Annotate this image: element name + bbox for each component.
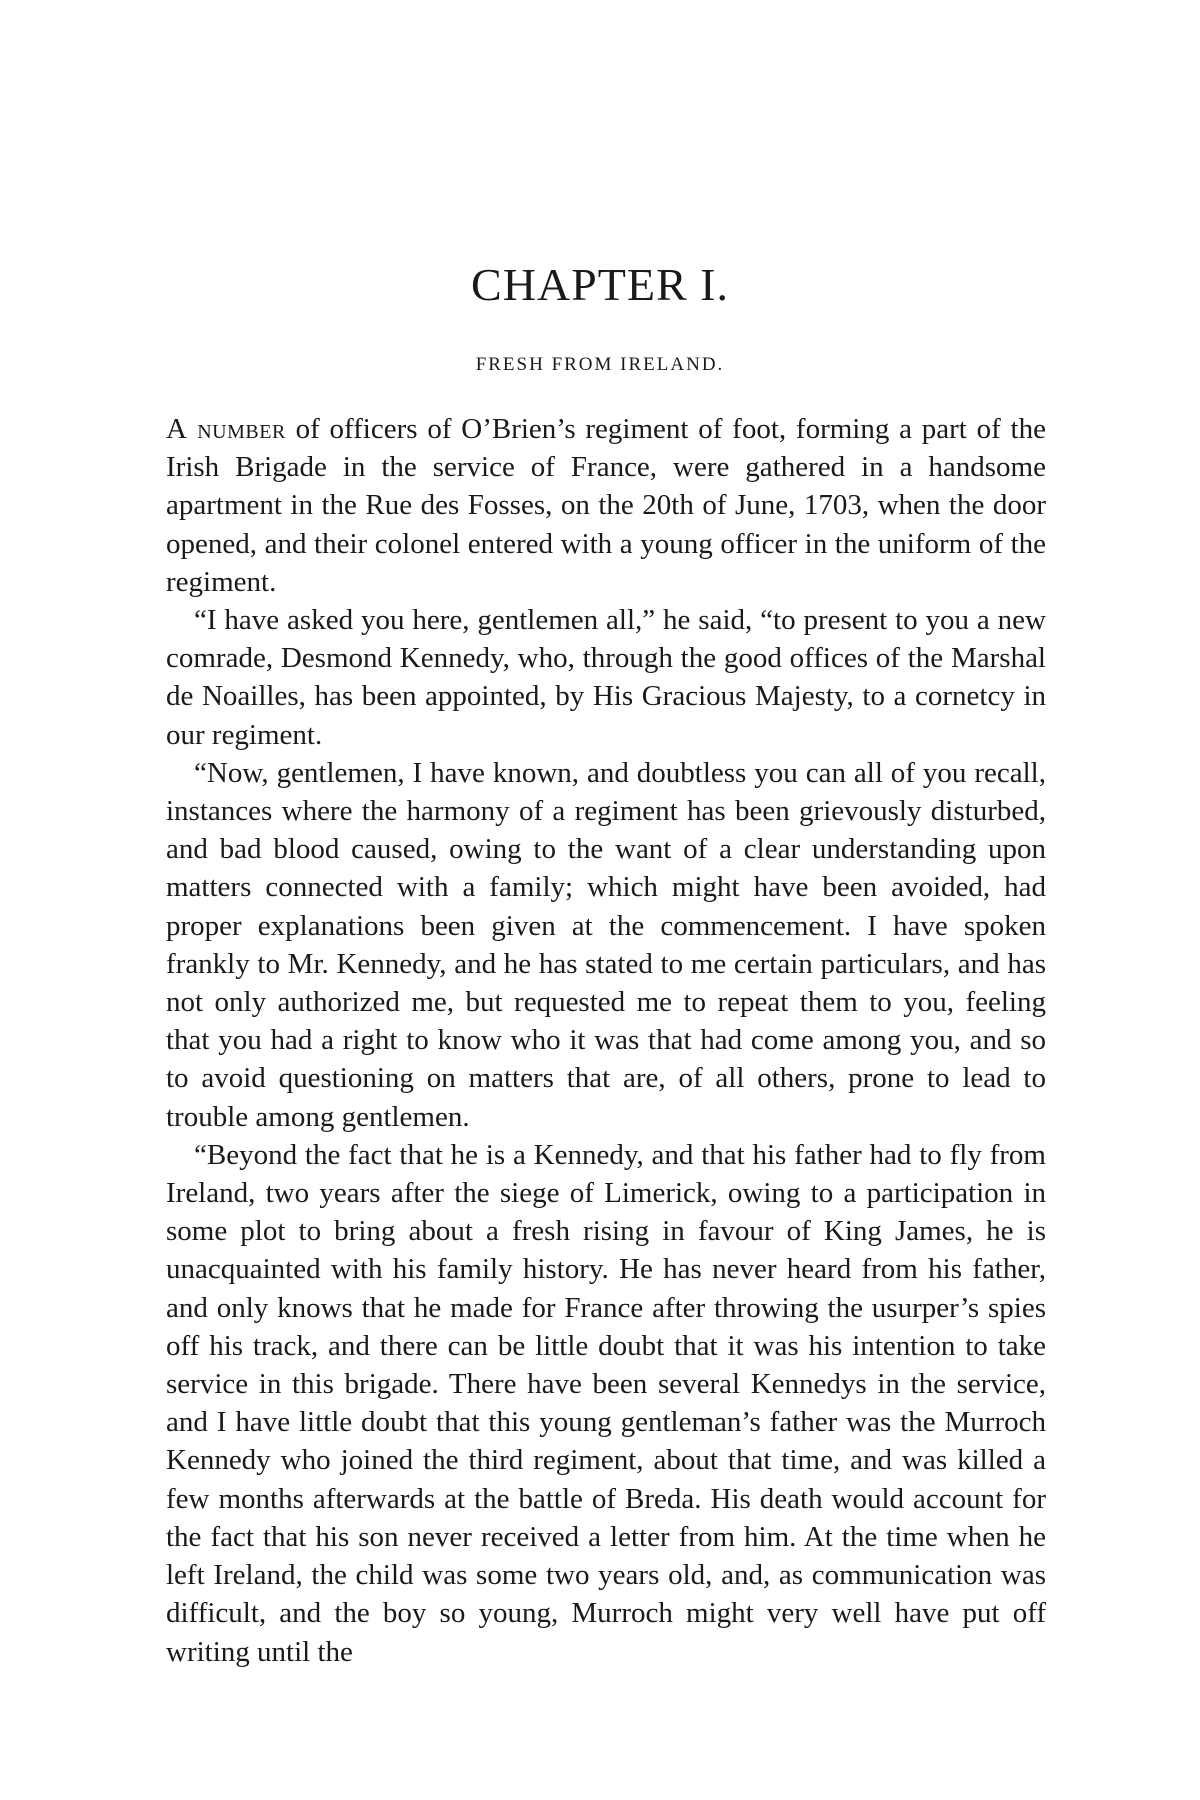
paragraph-3: “Now, gentlemen, I have known, and doubtless you can all of you recall, instances where the harmony of a regiment has been grievously disturbed, and bad blood caused, owing to the want of a clear understanding upon matters connected with a family; which might have been avoided, had proper explanations been given at the commencement. I have spoken frankly to Mr. Kennedy, and he has stated to me certain particulars, and has not only authorized me, but requested me to repeat them to you, feeling that you had a right to know who it was that had come among you, and so to avoid questioning on matters that are, of all others, prone to lead to trouble among gentlemen. bbox=[166, 756, 1046, 1133]
paragraph-2: “I have asked you here, gentlemen all,” he said, “to present to you a new comrade, Desmond Kennedy, who, through the good offices of the Marshal de Noailles, has been appointed, by His Gracious Majesty, to a cornetcy in our regiment. bbox=[166, 604, 1046, 751]
lead-smallcaps: number bbox=[186, 413, 286, 445]
lead-initial: A bbox=[166, 413, 187, 445]
paragraph-1-text: of officers of O’Brien’s regiment of foot, forming a part of the Irish Brigade in the service of France, were gathered in a handsome apartment in the Rue des Fosses, on the 20th of June, 1703, when the door opened, and their colonel entered with a young officer in the uniform of the regiment. bbox=[166, 413, 1046, 598]
chapter-body bbox=[166, 410, 1046, 1671]
paragraph-1 bbox=[166, 410, 1046, 601]
chapter-subtitle: FRESH FROM IRELAND. bbox=[475, 354, 725, 375]
paragraph-4: “Beyond the fact that he is a Kennedy, and that his father had to fly from Ireland, two years after the siege of Limerick, owing to a participation in some plot to bring about a fresh rising in favour of King James, he is unacquainted with his family history. He has never heard from his father, and only knows that he made for France after throwing the usurper’s spies off his track, and there can be little doubt that it was his intention to take service in this brigade. There have been several Kennedys in the service, and I have little doubt that this young gentleman’s father was the Murroch Kennedy who joined the third regiment, about that time, and was killed a few months afterwards at the battle of Breda. His death would account for the fact that his son never received a letter from him. At the time when he left Ireland, the child was some two years old, and, as communication was difficult, and the boy so young, Murroch might very well have put off writing until the bbox=[166, 1138, 1046, 1668]
chapter-title: CHAPTER I. bbox=[471, 259, 729, 310]
